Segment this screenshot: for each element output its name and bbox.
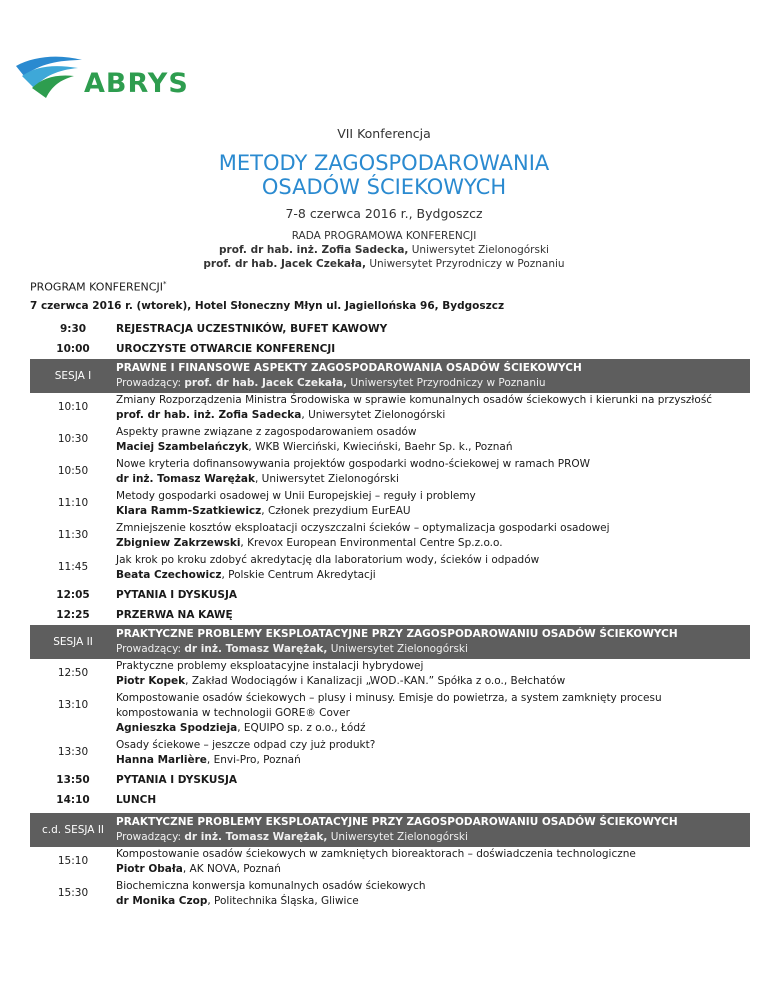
talk-title: Praktyczne problemy eksploatacyjne instalacji hybrydowej: [116, 660, 424, 672]
board-member-1: [0, 243, 768, 257]
time: 15:30: [57, 887, 89, 899]
board-member-2: [0, 257, 768, 271]
agenda-item: PYTANIA I DYSKUSJA: [116, 588, 238, 601]
moderator-label: Prowadzący:: [116, 831, 182, 843]
board-member-1-affiliation: Uniwersytet Zielonogórski: [411, 244, 549, 256]
speaker-name: dr inż. Tomasz Warężak: [116, 473, 255, 485]
talk-row: [30, 879, 750, 911]
moderator-name: dr inż. Tomasz Warężak,: [184, 643, 328, 655]
board-member-1-name: prof. dr hab. inż. Zofia Sadecka,: [219, 244, 409, 256]
program-heading: [30, 280, 166, 294]
speaker-name: Hanna Marlière: [116, 754, 207, 766]
time: 14:10: [56, 794, 90, 806]
session-header: [30, 359, 750, 393]
schedule-row: [30, 585, 750, 605]
talk-title: Kompostowanie osadów ściekowych w zamkniętych bioreaktorach – doświadczenia technologiczne: [116, 848, 636, 860]
day-heading: 7 czerwca 2016 r. (wtorek), Hotel Słoneczny Młyn ul. Jagiellońska 96, Bydgoszcz: [30, 300, 505, 312]
talk-title: Biochemiczna konwersja komunalnych osadów ściekowych: [116, 880, 426, 892]
talk-row: [30, 489, 750, 521]
conference-title: [0, 151, 768, 199]
time: 12:25: [56, 609, 90, 621]
speaker-affiliation: , Uniwersytet Zielonogórski: [301, 409, 446, 421]
agenda-item: PRZERWA NA KAWĘ: [116, 608, 233, 621]
moderator-label: Prowadzący:: [116, 643, 182, 655]
session-label: SESJA I: [54, 370, 92, 382]
session-moderator: [116, 830, 750, 845]
speaker-affiliation: , AK NOVA, Poznań: [182, 863, 281, 875]
speaker-name: Piotr Kopek: [116, 675, 186, 687]
agenda-item: UROCZYSTE OTWARCIE KONFERENCJI: [116, 342, 336, 355]
moderator-label: Prowadzący:: [116, 377, 182, 389]
moderator-affiliation: Uniwersytet Zielonogórski: [330, 831, 468, 843]
program-board: [0, 229, 768, 271]
speaker-name: Klara Ramm-Szatkiewicz: [116, 505, 262, 517]
speaker-affiliation: , Członek prezydium EurEAU: [261, 505, 411, 517]
time: 10:10: [57, 401, 89, 413]
speaker-name: dr Monika Czop: [116, 895, 208, 907]
time: 11:45: [57, 561, 89, 573]
board-member-2-name: prof. dr hab. Jacek Czekała,: [203, 258, 366, 270]
schedule-row: [30, 605, 750, 625]
speaker-affiliation: , Politechnika Śląska, Gliwice: [207, 895, 359, 907]
time: 9:30: [59, 323, 87, 335]
time: 10:00: [56, 343, 90, 355]
schedule-row: [30, 770, 750, 790]
session-label: SESJA II: [53, 636, 93, 648]
session-moderator: [116, 642, 750, 657]
moderator-name: dr inż. Tomasz Warężak,: [184, 831, 328, 843]
speaker-affiliation: , Envi-Pro, Poznań: [206, 754, 301, 766]
title-line-2: OSADÓW ŚCIEKOWYCH: [261, 175, 507, 199]
talk-title: Osady ściekowe – jeszcze odpad czy już produkt?: [116, 739, 376, 751]
title-line-1: METODY ZAGOSPODAROWANIA: [218, 151, 550, 175]
speaker-name: Piotr Obała: [116, 863, 183, 875]
session-theme: PRAWNE I FINANSOWE ASPEKTY ZAGOSPODAROWANIA OSADÓW ŚCIEKOWYCH: [116, 362, 582, 374]
talk-title: Jak krok po kroku zdobyć akredytację dla laboratorium wody, ścieków i odpadów: [116, 554, 540, 566]
conference-header: [0, 126, 768, 271]
program-footnote-mark: *: [162, 280, 167, 288]
conference-edition: VII Konferencja: [337, 126, 431, 141]
time: 15:10: [57, 855, 89, 867]
logo-text: ABRYS: [84, 68, 189, 99]
moderator-name: prof. dr hab. Jacek Czekała,: [184, 377, 347, 389]
time: 13:30: [57, 746, 89, 758]
talk-row: [30, 393, 750, 425]
conference-dates: 7-8 czerwca 2016 r., Bydgoszcz: [285, 206, 483, 221]
speaker-affiliation: , WKB Wierciński, Kwieciński, Baehr Sp. k., Poznań: [248, 441, 513, 453]
agenda-item: PYTANIA I DYSKUSJA: [116, 773, 238, 786]
board-title: RADA PROGRAMOWA KONFERENCJI: [291, 230, 477, 242]
moderator-affiliation: Uniwersytet Zielonogórski: [330, 643, 468, 655]
talk-row: [30, 521, 750, 553]
session-header: [30, 813, 750, 847]
talk-row: [30, 691, 750, 738]
agenda-item: LUNCH: [116, 793, 157, 806]
time: 13:10: [57, 699, 89, 711]
talk-row: [30, 659, 750, 691]
talk-row: [30, 738, 750, 770]
talk-row: [30, 425, 750, 457]
abrys-logo: [14, 54, 214, 106]
board-member-2-affiliation: Uniwersytet Przyrodniczy w Poznaniu: [369, 258, 565, 270]
speaker-affiliation: , Polskie Centrum Akredytacji: [221, 569, 376, 581]
talk-row: [30, 457, 750, 489]
moderator-affiliation: Uniwersytet Przyrodniczy w Poznaniu: [350, 377, 546, 389]
talk-title: Zmiany Rozporządzenia Ministra Środowiska w sprawie komunalnych osadów ściekowych i kierunki na przyszłość: [116, 394, 713, 406]
agenda-item: REJESTRACJA UCZESTNIKÓW, BUFET KAWOWY: [116, 322, 388, 335]
session-moderator: [116, 376, 750, 391]
talk-title-continued: kompostowania w technologii GORE® Cover: [116, 707, 350, 719]
talk-title: Zmniejszenie kosztów eksploatacji oczyszczalni ścieków – optymalizacja gospodarki osadowej: [116, 522, 610, 534]
speaker-name: prof. dr hab. inż. Zofia Sadecka: [116, 409, 302, 421]
speaker-affiliation: , Uniwersytet Zielonogórski: [254, 473, 399, 485]
logo-swoosh-icon: [14, 54, 84, 106]
talk-title: Kompostowanie osadów ściekowych – plusy i minusy. Emisje do powietrza, a system zamknięty procesu: [116, 692, 662, 704]
schedule-row: [30, 319, 750, 339]
speaker-name: Agnieszka Spodzieja: [116, 722, 238, 734]
speaker-name: Zbigniew Zakrzewski: [116, 537, 241, 549]
time: 13:50: [56, 774, 90, 786]
time: 10:30: [57, 433, 89, 445]
speaker-name: Beata Czechowicz: [116, 569, 222, 581]
session-theme: PRAKTYCZNE PROBLEMY EKSPLOATACYJNE PRZY ZAGOSPODAROWANIU OSADÓW ŚCIEKOWYCH: [116, 628, 678, 640]
schedule: [30, 319, 750, 911]
time: 11:30: [57, 529, 89, 541]
talk-row: [30, 847, 750, 879]
talk-title: Nowe kryteria dofinansowywania projektów gospodarki wodno-ściekowej w ramach PROW: [116, 458, 591, 470]
speaker-name: Maciej Szambelańczyk: [116, 441, 249, 453]
schedule-row: [30, 790, 750, 810]
speaker-affiliation: , Krevox European Environmental Centre Sp.z.o.o.: [240, 537, 503, 549]
talk-title: Metody gospodarki osadowej w Unii Europejskiej – reguły i problemy: [116, 490, 476, 502]
time: 10:50: [57, 465, 89, 477]
talk-title: Aspekty prawne związane z zagospodarowaniem osadów: [116, 426, 417, 438]
session-theme: PRAKTYCZNE PROBLEMY EKSPLOATACYJNE PRZY ZAGOSPODAROWANIU OSADÓW ŚCIEKOWYCH: [116, 816, 678, 828]
session-label: c.d. SESJA II: [41, 824, 105, 836]
time: 12:50: [57, 667, 89, 679]
program-label: PROGRAM KONFERENCJI: [30, 280, 163, 294]
time: 11:10: [57, 497, 89, 509]
speaker-affiliation: , Zakład Wodociągów i Kanalizacji „WOD.-KAN.” Spółka z o.o., Bełchatów: [185, 675, 566, 687]
time: 12:05: [56, 589, 90, 601]
talk-row: [30, 553, 750, 585]
speaker-affiliation: , EQUIPO sp. z o.o., Łódź: [237, 722, 366, 734]
schedule-row: [30, 339, 750, 359]
session-header: [30, 625, 750, 659]
